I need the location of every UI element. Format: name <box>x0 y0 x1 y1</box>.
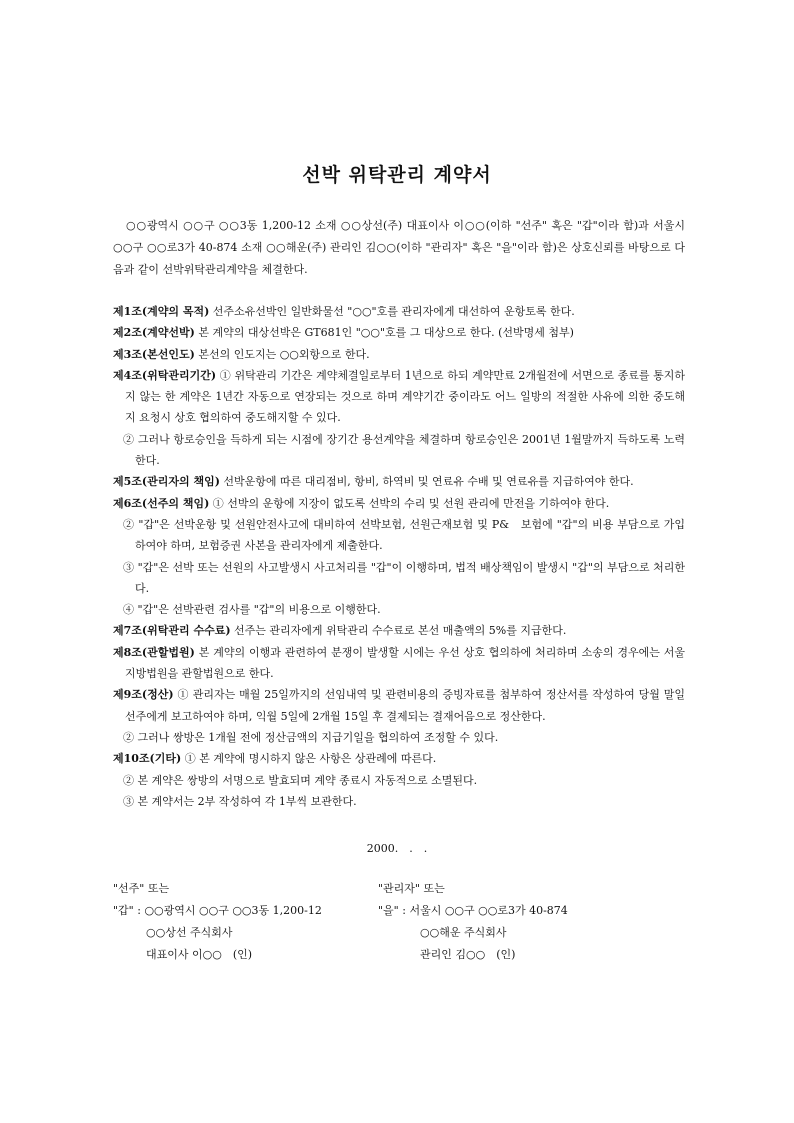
article-heading: 제4조(위탁관리기간) <box>113 368 217 382</box>
article-7 <box>113 620 685 641</box>
party-company: ○○상선 주식회사 <box>146 926 233 939</box>
article-body: 본 계약의 이행과 관련하여 분쟁이 발생할 시에는 우선 상호 협의하에 처리하며 소송의 경우에는 서울지방법원을 관할법원으로 한다. <box>125 645 685 681</box>
article-body: ① 관리자는 매월 25일까지의 선임내역 및 관련비용의 증빙자료를 첨부하여 정산서를 작성하여 당월 말일 선주에게 보고하여야 하며, 익월 5일에 2개월 15일 후 결제되는 결재어음으로 정산한다. <box>125 688 685 723</box>
article-heading: 제10조(기타) <box>113 752 182 766</box>
clause-body: ② 그러나 쌍방은 1개월 전에 정산금액의 지급기일을 협의하여 조정할 수 있다. <box>123 730 499 744</box>
article-heading: 제5조(관리자의 책임) <box>113 475 220 489</box>
article-body: 본 계약의 대상선박은 GT681인 "○○"호를 그 대상으로 한다. (선박명세 첨부) <box>194 326 574 340</box>
article-5 <box>113 471 685 492</box>
party-address: "을" : 서울시 ○○구 ○○로3가 40-874 <box>378 904 568 917</box>
party-owner <box>113 878 363 966</box>
article-3 <box>113 344 685 365</box>
article-10 <box>113 748 685 769</box>
article-6-clause-2 <box>113 514 685 557</box>
article-heading: 제6조(선주의 책임) <box>113 496 210 510</box>
party-role: "선주" 또는 <box>113 882 170 895</box>
article-body: ① 위탁관리 기간은 계약체결일로부터 1년으로 하되 계약만료 2개월전에 서면으로 종료를 통지하지 않는 한 계약은 1년간 자동으로 연장되는 것으로 하며 계약기간 중이라도 어느 일방의 적절한 사유에 의한 중도해지 요청시 상호 협의하여 중도해지할 수 있다. <box>125 368 685 425</box>
article-4 <box>113 365 685 429</box>
article-2 <box>113 322 685 343</box>
article-6 <box>113 493 685 514</box>
article-10-clause-2 <box>113 770 685 791</box>
article-body: 선주소유선박인 일반화물선 "○○"호를 관리자에게 대선하여 운항토록 한다. <box>209 305 575 318</box>
party-address: "갑" : ○○광역시 ○○구 ○○3동 1,200-12 <box>113 904 322 917</box>
party-signer: 대표이사 이○○ (인) <box>146 948 253 961</box>
clause-body: ② 본 계약은 쌍방의 서명으로 발효되며 계약 종료시 자동적으로 소멸된다. <box>123 773 478 787</box>
article-heading: 제3조(본선인도) <box>113 347 195 361</box>
articles-list <box>113 301 685 812</box>
party-manager <box>378 878 678 966</box>
article-body: 본선의 인도지는 ○○외항으로 한다. <box>194 347 370 361</box>
article-10-clause-3 <box>113 791 685 812</box>
article-9-clause-2 <box>113 727 685 748</box>
article-1 <box>113 301 685 322</box>
article-body: ① 선박의 운항에 지장이 없도록 선박의 수리 및 선원 관리에 만전을 기하여야 한다. <box>209 496 610 510</box>
clause-body: ③ 본 계약서는 2부 작성하여 각 1부씩 보관한다. <box>123 794 357 808</box>
article-4-clause-2 <box>113 429 685 472</box>
article-6-clause-3 <box>113 557 685 600</box>
article-body: 선박운항에 따른 대리점비, 항비, 하역비 및 연료유 수배 및 연료유를 지급하여야 한다. <box>219 475 634 489</box>
party-role: "관리자" 또는 <box>378 882 445 895</box>
article-heading: 제1조(계약의 목적) <box>113 305 210 318</box>
article-6-clause-4 <box>113 599 685 620</box>
document-title: 선박 위탁관리 계약서 <box>302 164 492 186</box>
clause-body: ② "갑"은 선박운항 및 선원안전사고에 대비하여 선박보험, 선원근재보험 및 P& 보험에 "갑"의 비용 부담으로 가입하여야 하며, 보험증권 사본을 관리자에게 제출한다. <box>123 517 685 553</box>
article-9 <box>113 684 685 727</box>
intro-text: ○○광역시 ○○구 ○○3동 1,200-12 소재 ○○상선(주) 대표이사 이○○(이하 "선주" 혹은 "갑"이라 함)과 서울시 ○○구 ○○로3가 40-874 소재 ○○해운(주) 관리인 김○○(이하 "관리자" 혹은 "을"이라 함)은 상호신뢰를 바탕으로 다음과 같이 선박위탁관리계약을 체결한다. <box>113 219 685 276</box>
intro-paragraph <box>113 215 685 281</box>
clause-body: ④ "갑"은 선박관련 검사를 "갑"의 비용으로 이행한다. <box>123 603 381 617</box>
article-heading: 제9조(정산) <box>113 688 174 702</box>
article-body: ① 본 계약에 명시하지 않은 사항은 상관례에 따른다. <box>181 752 437 766</box>
article-heading: 제8조(관할법원) <box>113 645 195 659</box>
article-heading: 제7조(위탁관리 수수료) <box>113 624 231 638</box>
clause-body: ③ "갑"은 선박 또는 선원의 사고발생시 사고처리를 "갑"이 이행하며, 법적 배상책임이 발생시 "갑"의 부담으로 처리한다. <box>123 560 685 595</box>
article-8 <box>113 642 685 685</box>
party-signer: 관리인 김○○ (인) <box>420 948 516 961</box>
article-heading: 제2조(계약선박) <box>113 326 195 340</box>
clause-body: ② 그러나 항로승인을 득하게 되는 시점에 장기간 용선계약을 체결하며 항로승인은 2001년 1월말까지 득하도록 노력한다. <box>123 432 685 468</box>
contract-date: 2000. . . <box>366 842 428 855</box>
article-body: 선주는 관리자에게 위탁관리 수수료로 본선 매출액의 5%를 지급한다. <box>230 624 567 638</box>
party-company: ○○해운 주식회사 <box>420 926 507 939</box>
